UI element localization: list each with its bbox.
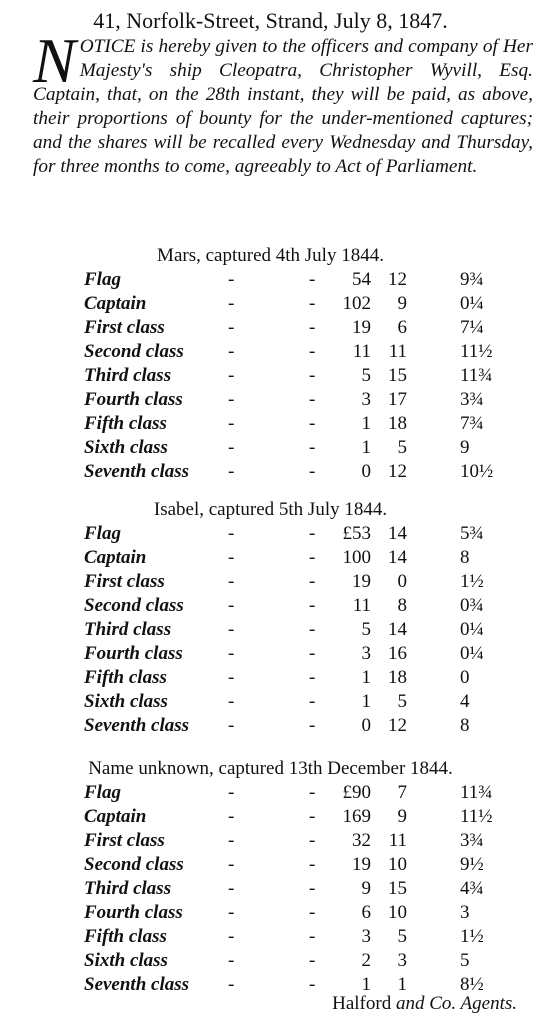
drop-cap: N bbox=[33, 25, 76, 96]
pence-value: 5¾ bbox=[460, 523, 484, 544]
shillings-value: 15 bbox=[388, 365, 407, 386]
rank-label: Flag bbox=[84, 523, 121, 544]
notice-text: OTICE is hereby given to the officers and company of Her Majesty's ship Cleopatra, Christopher Wyvill, Esq. Captain, that, on the 28th instant, they will be paid, as above, their proportions of bounty for the under-mentioned captures; and the shares will be recalled every Wednesday and Thursday, for three months to come, agreeably to Act of Parliament. bbox=[33, 36, 533, 177]
rank-label: Captain bbox=[84, 293, 147, 314]
pence-value: 10½ bbox=[460, 461, 494, 482]
table-row bbox=[0, 412, 541, 436]
rank-label: Second class bbox=[84, 595, 184, 616]
leader-dash: - bbox=[309, 523, 316, 544]
pounds-value: 5 bbox=[361, 619, 371, 640]
rank-label: First class bbox=[84, 830, 165, 851]
pounds-value: 3 bbox=[361, 389, 371, 410]
pence-value: 0¼ bbox=[460, 619, 484, 640]
leader-dash: - bbox=[228, 715, 235, 736]
rank-label: Third class bbox=[84, 619, 172, 640]
pence-value: 9 bbox=[460, 437, 470, 458]
shillings-value: 5 bbox=[397, 926, 407, 947]
shillings-value: 10 bbox=[388, 854, 407, 875]
leader-dash: - bbox=[309, 715, 316, 736]
table-row bbox=[0, 853, 541, 877]
leader-dash: - bbox=[228, 667, 235, 688]
rank-label: First class bbox=[84, 317, 165, 338]
pence-value: 11¾ bbox=[460, 782, 493, 803]
rank-label: Sixth class bbox=[84, 691, 168, 712]
rank-label: Fourth class bbox=[84, 902, 183, 923]
rank-label: Fifth class bbox=[84, 926, 167, 947]
rank-label: First class bbox=[84, 571, 165, 592]
table-row bbox=[0, 949, 541, 973]
pence-value: 8½ bbox=[460, 974, 484, 995]
leader-dash: - bbox=[228, 806, 235, 827]
leader-dash: - bbox=[228, 413, 235, 434]
pence-value: 11¾ bbox=[460, 365, 493, 386]
leader-dash: - bbox=[309, 595, 316, 616]
pounds-value: 19 bbox=[352, 317, 371, 338]
pounds-value: 1 bbox=[361, 691, 371, 712]
pence-value: 4 bbox=[460, 691, 470, 712]
leader-dash: - bbox=[309, 413, 316, 434]
leader-dash: - bbox=[309, 902, 316, 923]
leader-dash: - bbox=[228, 547, 235, 568]
rank-label: Sixth class bbox=[84, 437, 168, 458]
leader-dash: - bbox=[228, 365, 235, 386]
leader-dash: - bbox=[228, 902, 235, 923]
table-row bbox=[0, 460, 541, 484]
pence-value: 7¼ bbox=[460, 317, 484, 338]
table-row bbox=[0, 877, 541, 901]
table-row bbox=[0, 805, 541, 829]
rank-label: Second class bbox=[84, 854, 184, 875]
leader-dash: - bbox=[309, 974, 316, 995]
rank-label: Seventh class bbox=[84, 715, 190, 736]
table-row bbox=[0, 714, 541, 738]
leader-dash: - bbox=[228, 341, 235, 362]
table-row bbox=[0, 618, 541, 642]
pounds-value: 54 bbox=[352, 269, 371, 290]
leader-dash: - bbox=[228, 643, 235, 664]
pounds-value: 3 bbox=[361, 926, 371, 947]
leader-dash: - bbox=[228, 974, 235, 995]
pence-value: 1½ bbox=[460, 571, 484, 592]
pounds-value: 102 bbox=[342, 293, 371, 314]
shillings-value: 18 bbox=[388, 667, 407, 688]
shillings-value: 0 bbox=[397, 571, 407, 592]
pounds-value: 100 bbox=[342, 547, 371, 568]
table-row bbox=[0, 690, 541, 714]
rank-label: Captain bbox=[84, 806, 147, 827]
shillings-value: 14 bbox=[388, 523, 407, 544]
pence-value: 8 bbox=[460, 715, 470, 736]
shillings-value: 15 bbox=[388, 878, 407, 899]
pence-value: 0 bbox=[460, 667, 470, 688]
shillings-value: 14 bbox=[388, 547, 407, 568]
leader-dash: - bbox=[309, 365, 316, 386]
leader-dash: - bbox=[309, 806, 316, 827]
pounds-value: 0 bbox=[361, 715, 371, 736]
shillings-value: 12 bbox=[388, 715, 407, 736]
section-title: Isabel, captured 5th July 1844. bbox=[153, 499, 388, 520]
prize-section-unknown bbox=[0, 757, 541, 997]
shillings-value: 10 bbox=[388, 902, 407, 923]
leader-dash: - bbox=[309, 619, 316, 640]
table-row bbox=[0, 781, 541, 805]
shillings-value: 7 bbox=[397, 782, 407, 803]
leader-dash: - bbox=[228, 317, 235, 338]
pence-value: 3¾ bbox=[460, 389, 484, 410]
table-row bbox=[0, 666, 541, 690]
table-row bbox=[0, 316, 541, 340]
pence-value: 11½ bbox=[460, 341, 493, 362]
rank-label: Flag bbox=[84, 782, 121, 803]
leader-dash: - bbox=[309, 643, 316, 664]
pence-value: 11½ bbox=[460, 806, 493, 827]
leader-dash: - bbox=[309, 461, 316, 482]
leader-dash: - bbox=[228, 691, 235, 712]
pounds-value: 1 bbox=[361, 667, 371, 688]
leader-dash: - bbox=[309, 878, 316, 899]
pence-value: 5 bbox=[460, 950, 470, 971]
table-row bbox=[0, 829, 541, 853]
shillings-value: 1 bbox=[397, 974, 407, 995]
section-title: Name unknown, captured 13th December 1844. bbox=[88, 758, 453, 779]
pounds-value: 11 bbox=[352, 341, 371, 362]
pounds-value: 0 bbox=[361, 461, 371, 482]
shillings-value: 12 bbox=[388, 269, 407, 290]
pounds-value: 1 bbox=[361, 974, 371, 995]
shillings-value: 11 bbox=[388, 341, 407, 362]
table-row bbox=[0, 388, 541, 412]
table-row bbox=[0, 901, 541, 925]
table-row bbox=[0, 340, 541, 364]
shillings-value: 9 bbox=[397, 293, 407, 314]
table-row bbox=[0, 436, 541, 460]
leader-dash: - bbox=[309, 341, 316, 362]
shillings-value: 3 bbox=[397, 950, 407, 971]
pence-value: 1½ bbox=[460, 926, 484, 947]
leader-dash: - bbox=[228, 830, 235, 851]
prize-section-mars bbox=[0, 244, 541, 484]
shillings-value: 8 bbox=[397, 595, 407, 616]
table-row bbox=[0, 546, 541, 570]
shillings-value: 16 bbox=[388, 643, 407, 664]
rank-label: Seventh class bbox=[84, 974, 190, 995]
leader-dash: - bbox=[309, 691, 316, 712]
leader-dash: - bbox=[309, 667, 316, 688]
notice-header: 41, Norfolk-Street, Strand, July 8, 1847. bbox=[93, 8, 448, 33]
leader-dash: - bbox=[228, 926, 235, 947]
leader-dash: - bbox=[309, 830, 316, 851]
leader-dash: - bbox=[309, 269, 316, 290]
leader-dash: - bbox=[309, 317, 316, 338]
agent-name: Halford bbox=[332, 993, 392, 1014]
shillings-value: 17 bbox=[388, 389, 407, 410]
pounds-value: £53 bbox=[342, 523, 371, 544]
pence-value: 9¾ bbox=[460, 269, 484, 290]
leader-dash: - bbox=[228, 571, 235, 592]
table-row bbox=[0, 268, 541, 292]
rank-label: Flag bbox=[84, 269, 121, 290]
pence-value: 3¾ bbox=[460, 830, 484, 851]
table-row bbox=[0, 594, 541, 618]
rank-label: Seventh class bbox=[84, 461, 190, 482]
pence-value: 0¼ bbox=[460, 293, 484, 314]
notice-body bbox=[33, 25, 533, 179]
pounds-value: 9 bbox=[361, 878, 371, 899]
leader-dash: - bbox=[228, 389, 235, 410]
table-row bbox=[0, 364, 541, 388]
shillings-value: 5 bbox=[397, 691, 407, 712]
pence-value: 4¾ bbox=[460, 878, 484, 899]
section-title: Mars, captured 4th July 1844. bbox=[157, 245, 384, 266]
rank-label: Sixth class bbox=[84, 950, 168, 971]
leader-dash: - bbox=[228, 854, 235, 875]
prize-section-isabel bbox=[0, 498, 541, 738]
leader-dash: - bbox=[309, 854, 316, 875]
shillings-value: 14 bbox=[388, 619, 407, 640]
leader-dash: - bbox=[309, 571, 316, 592]
table-row bbox=[0, 925, 541, 949]
shillings-value: 18 bbox=[388, 413, 407, 434]
table-row bbox=[0, 570, 541, 594]
rank-label: Second class bbox=[84, 341, 184, 362]
leader-dash: - bbox=[309, 389, 316, 410]
agents-signature bbox=[332, 993, 517, 1015]
shillings-value: 6 bbox=[397, 317, 407, 338]
leader-dash: - bbox=[228, 269, 235, 290]
pounds-value: 32 bbox=[352, 830, 371, 851]
pounds-value: 1 bbox=[361, 413, 371, 434]
leader-dash: - bbox=[228, 595, 235, 616]
pounds-value: 6 bbox=[361, 902, 371, 923]
leader-dash: - bbox=[228, 950, 235, 971]
table-row bbox=[0, 522, 541, 546]
leader-dash: - bbox=[309, 293, 316, 314]
rank-label: Fourth class bbox=[84, 389, 183, 410]
table-row bbox=[0, 642, 541, 666]
shillings-value: 11 bbox=[388, 830, 407, 851]
leader-dash: - bbox=[228, 782, 235, 803]
leader-dash: - bbox=[228, 437, 235, 458]
pence-value: 7¾ bbox=[460, 413, 484, 434]
pounds-value: 19 bbox=[352, 854, 371, 875]
leader-dash: - bbox=[228, 293, 235, 314]
pounds-value: 5 bbox=[361, 365, 371, 386]
leader-dash: - bbox=[228, 523, 235, 544]
pounds-value: 3 bbox=[361, 643, 371, 664]
pounds-value: 2 bbox=[361, 950, 371, 971]
pounds-value: 1 bbox=[361, 437, 371, 458]
leader-dash: - bbox=[309, 547, 316, 568]
pounds-value: 169 bbox=[342, 806, 371, 827]
rank-label: Third class bbox=[84, 365, 172, 386]
shillings-value: 12 bbox=[388, 461, 407, 482]
leader-dash: - bbox=[228, 878, 235, 899]
table-row bbox=[0, 292, 541, 316]
leader-dash: - bbox=[228, 461, 235, 482]
leader-dash: - bbox=[309, 950, 316, 971]
pounds-value: 11 bbox=[352, 595, 371, 616]
rank-label: Fifth class bbox=[84, 667, 167, 688]
agent-suffix: and Co. Agents. bbox=[395, 993, 517, 1014]
pence-value: 8 bbox=[460, 547, 470, 568]
rank-label: Captain bbox=[84, 547, 147, 568]
rank-label: Fourth class bbox=[84, 643, 183, 664]
rank-label: Third class bbox=[84, 878, 172, 899]
leader-dash: - bbox=[309, 437, 316, 458]
leader-dash: - bbox=[228, 619, 235, 640]
pence-value: 3 bbox=[460, 902, 470, 923]
rank-label: Fifth class bbox=[84, 413, 167, 434]
leader-dash: - bbox=[309, 926, 316, 947]
pence-value: 0¼ bbox=[460, 643, 484, 664]
pounds-value: £90 bbox=[342, 782, 371, 803]
pounds-value: 19 bbox=[352, 571, 371, 592]
leader-dash: - bbox=[309, 782, 316, 803]
shillings-value: 9 bbox=[397, 806, 407, 827]
shillings-value: 5 bbox=[397, 437, 407, 458]
pence-value: 0¾ bbox=[460, 595, 484, 616]
pence-value: 9½ bbox=[460, 854, 484, 875]
